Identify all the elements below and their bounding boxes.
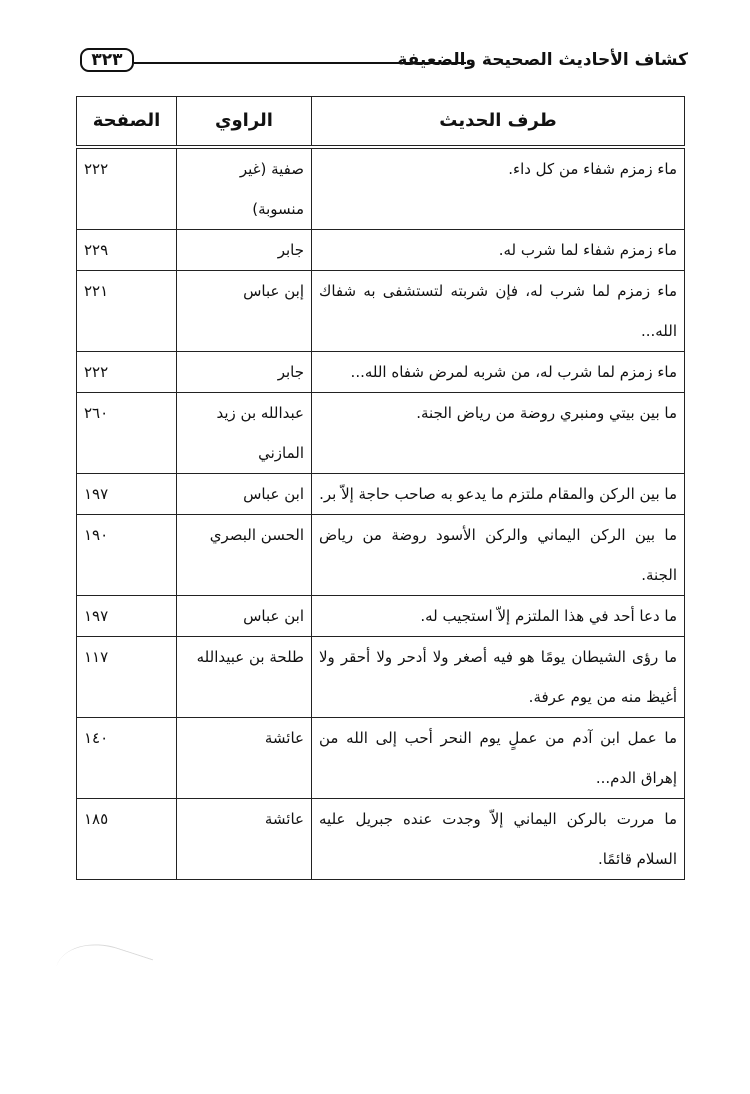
narrator: عائشة [177,799,312,880]
table-row [77,230,685,271]
table-row [77,352,685,393]
hadith-text: ما بين الركن اليماني والركن الأسود روضة من رياض الجنة. [312,515,685,596]
page-ref: ١٩٧ [77,474,177,515]
scan-artifact [49,932,153,1018]
hadith-text: ماء زمزم لما شرب له، من شربه لمرض شفاه الله... [312,352,685,393]
hadith-text: ما بين الركن والمقام ملتزم ما يدعو به صاحب حاجة إلاّ بر. [312,474,685,515]
page-ref: ١١٧ [77,637,177,718]
page-ref: ٢٢٩ [77,230,177,271]
page-ref: ١٤٠ [77,718,177,799]
table-row [77,596,685,637]
narrator: جابر [177,230,312,271]
column-header-page: الصفحة [77,97,177,148]
hadith-text: ماء زمزم شفاء من كل داء. [312,147,685,230]
narrator: عبدالله بن زيد المازني [177,393,312,474]
hadith-text: ما عمل ابن آدم من عملٍ يوم النحر أحب إلى الله من إهراق الدم... [312,718,685,799]
page-ref: ١٩٠ [77,515,177,596]
column-header-narrator: الراوي [177,97,312,148]
page-ref: ٢٢٢ [77,147,177,230]
page-number: ٣٢٣ [80,48,134,72]
hadith-index-table [76,96,685,880]
page-header [74,46,688,80]
narrator: طلحة بن عبيدالله [177,637,312,718]
table-row [77,718,685,799]
table-row [77,515,685,596]
narrator: ابن عباس [177,596,312,637]
table-header-row [77,97,685,148]
table-row [77,474,685,515]
table-row [77,799,685,880]
page-ref: ٢٢٢ [77,352,177,393]
page-ref: ٢٦٠ [77,393,177,474]
hadith-text: ما بين بيتي ومنبري روضة من رياض الجنة. [312,393,685,474]
column-header-text: طرف الحديث [312,97,685,148]
hadith-text: ماء زمزم لما شرب له، فإن شربته لتستشفى به شفاك الله... [312,271,685,352]
narrator: الحسن البصري [177,515,312,596]
table-row [77,147,685,230]
narrator: صفية (غير منسوبة) [177,147,312,230]
table-row [77,637,685,718]
running-title: كشاف الأحاديث الصحيحة والضعيفة [397,50,688,70]
hadith-text: ماء زمزم شفاء لما شرب له. [312,230,685,271]
table-row [77,393,685,474]
hadith-text: ما دعا أحد في هذا الملتزم إلاّ استجيب له. [312,596,685,637]
table-row [77,271,685,352]
page-ref: ٢٢١ [77,271,177,352]
hadith-text: ما رؤى الشيطان يومًا هو فيه أصغر ولا أدحر ولا أحقر ولا أغيظ منه من يوم عرفة. [312,637,685,718]
page-ref: ١٨٥ [77,799,177,880]
hadith-text: ما مررت بالركن اليماني إلاّ وجدت عنده جبريل عليه السلام قائمًا. [312,799,685,880]
narrator: إبن عباس [177,271,312,352]
header-rule [134,62,466,64]
narrator: جابر [177,352,312,393]
narrator: ابن عباس [177,474,312,515]
narrator: عائشة [177,718,312,799]
page-ref: ١٩٧ [77,596,177,637]
